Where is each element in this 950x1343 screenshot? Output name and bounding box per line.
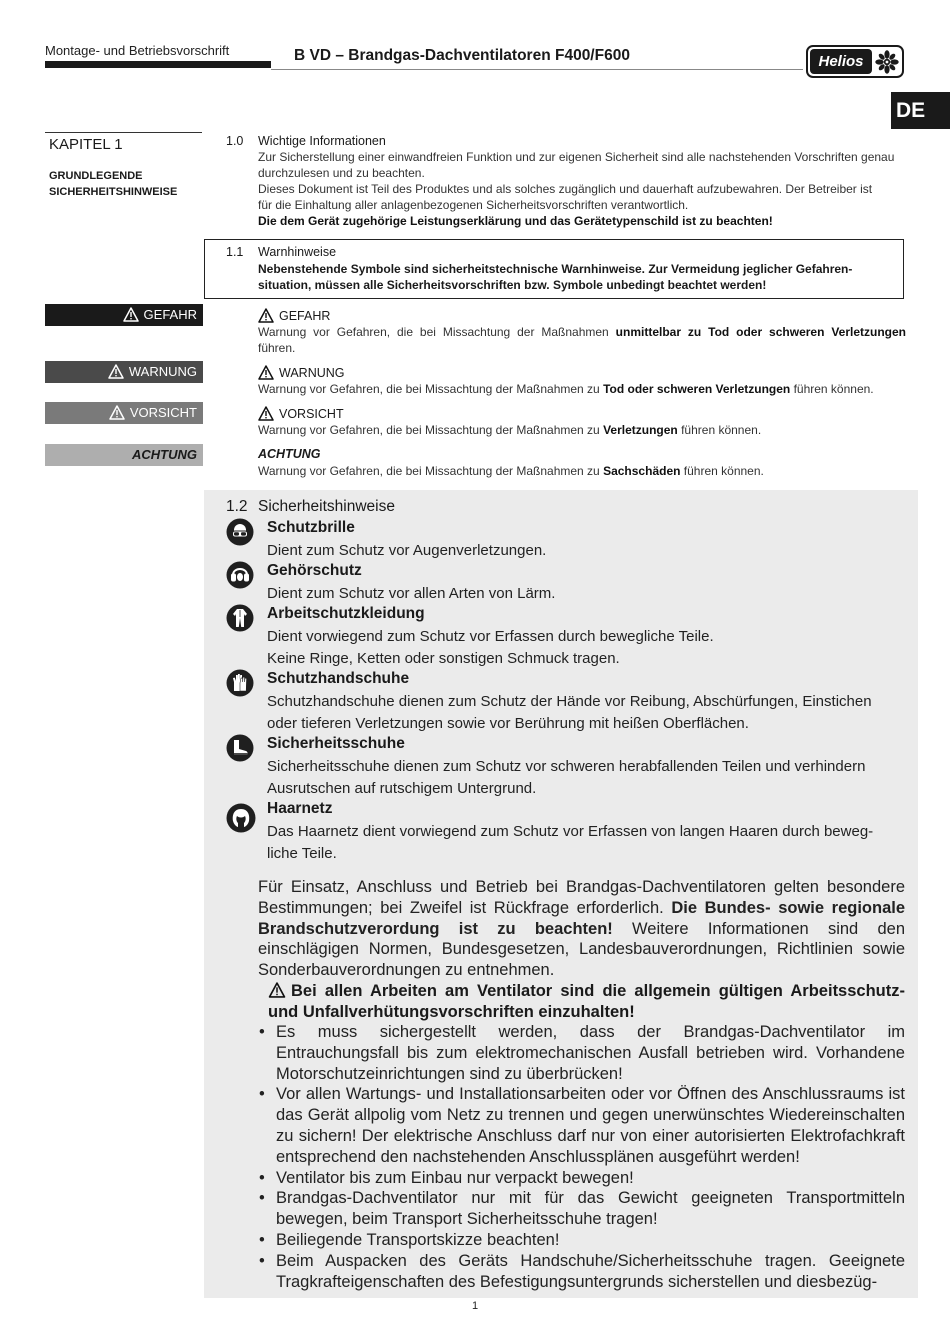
header-rule: [271, 69, 803, 70]
desc-text: Warnung vor Gefahren, die bei Missachtung der Maßnahmen zu: [258, 382, 604, 396]
list-item: • Vor allen Wartungs- und Installationsarbeiten oder vor Öffnen des Anschlussraums ist das Gerät allpolig vom Netz zu trennen und gegen unerwünschtes Wiedereinschalten zu sichern! Der elektrische Anschluss darf nur von einer autorisierten Elektrofachkraft entsprechend den nachstehenden Anschlussplänen ausgeführt werden!: [258, 1084, 905, 1167]
list-item: • Ventilator bis zum Einbau nur verpackt bewegen!: [258, 1168, 905, 1189]
intro-text: Weitere Informationen sind den einschlägigen Normen, Bundesgesetzen, Landesbauverordnungen, Richtlinien sowie Sonderbauverordnungen zu entnehmen.: [258, 919, 906, 980]
item-desc: [267, 626, 907, 669]
tag-warnung: [45, 361, 203, 383]
item-line: Dient zum Schutz vor allen Arten von Lärm.: [267, 585, 556, 602]
tag-label: VORSICHT: [129, 405, 197, 420]
desc-text: führen können.: [680, 464, 764, 478]
desc-text: führen können.: [790, 382, 874, 396]
item-desc: [267, 583, 907, 605]
item-line: liche Teile.: [267, 844, 337, 862]
document-type: Montage- und Betriebsvorschrift: [45, 43, 230, 58]
desc-emphasis: Verletzungen: [603, 423, 678, 437]
section-number: 1.0: [226, 134, 244, 148]
tag-achtung: [45, 444, 203, 466]
general-warning: [268, 981, 905, 1023]
protective-clothing-icon: [226, 604, 254, 632]
tag-vorsicht: [45, 402, 203, 424]
body-line: Nebenstehende Symbole sind sicherheitstechnische Warnhinweise. Zur Vermeidung jeglicher Gefahren-: [258, 262, 853, 276]
intro-text: Für Einsatz, Anschluss und Betrieb bei Brandgas-Dachventilatoren gelten besondere Bestimmungen; bei Zweifel ist Rückfrage erforderlich.: [258, 878, 905, 917]
desc-text: Warnung vor Gefahren, die bei Missachtung der Maßnahmen zu: [258, 423, 604, 437]
warning-triangle-icon: [258, 365, 274, 380]
logo-wordmark: Helios: [810, 49, 872, 74]
desc-text: führen.: [258, 341, 296, 355]
item-line: Schutzhandschuhe dienen zum Schutz der Hände vor Reibung, Abschürfungen, Einstichen: [267, 693, 872, 710]
item-title: Arbeitschutzkleidung: [267, 605, 425, 622]
warning-label: GEFAHR: [279, 309, 331, 323]
warning-title-warnung: [258, 365, 345, 380]
warning-triangle-icon: [258, 308, 274, 323]
section-number: 1.1: [226, 245, 244, 259]
tag-label: GEFAHR: [143, 307, 197, 322]
language-tab: DE: [891, 92, 950, 129]
warning-triangle-icon: [268, 982, 286, 998]
section-title: Sicherheitshinweise: [258, 498, 395, 515]
body-line: Zur Sicherstellung einer einwandfreien Funktion und zur eigenen Sicherheit sind alle nachstehenden Vorschriften genau: [258, 150, 895, 164]
tag-label: WARNUNG: [128, 364, 197, 379]
item-title: Haarnetz: [267, 800, 333, 817]
item-title: Sicherheitsschuhe: [267, 735, 405, 752]
desc-text: Warnung vor Gefahren, die bei Missachtung der Maßnahmen zu: [258, 464, 604, 478]
item-title: Schutzhandschuhe: [267, 670, 410, 687]
item-desc: [267, 821, 907, 864]
safety-bullet-list: [258, 1022, 905, 1292]
warning-triangle-icon: [258, 406, 274, 421]
item-line: Dient zum Schutz vor Augenverletzungen.: [267, 542, 547, 559]
body-line: Dieses Dokument ist Teil des Produktes und als solches zugänglich und dauerhaft aufzubewahren. Der Betreiber ist: [258, 182, 873, 196]
body-line-bold: Die dem Gerät zugehörige Leistungserklärung und das Gerätetypenschild ist zu beachten!: [258, 214, 773, 228]
item-title: Schutzbrille: [267, 519, 355, 536]
desc-text: Warnung vor Gefahren, die bei Missachtung der Maßnahmen: [258, 325, 616, 339]
list-item: • Beim Auspacken des Geräts Handschuhe/Sicherheitsschuhe tragen. Geeignete Tragkrafteigenschaften des Befestigungsuntergrunds sicherstellen und diesbezüg-: [258, 1251, 905, 1293]
warning-title-achtung: ACHTUNG: [258, 447, 321, 461]
section-body: [258, 261, 898, 293]
general-warning-text: Bei allen Arbeiten am Ventilator sind die allgemein gültigen Arbeitsschutz- und Unfallverhütungsvorschriften einzuhalten!: [268, 982, 905, 1021]
desc-text: führen können.: [677, 423, 762, 437]
list-item: • Brandgas-Dachventilator nur mit für das Gewicht geeigneten Transportmitteln bewegen, beim Transport Sicherheitsschuhe tragen!: [258, 1188, 905, 1230]
warning-desc-gefahr: [258, 324, 906, 356]
item-line: Sicherheitsschuhe dienen zum Schutz vor schweren herabfallenden Teilen und verhindern: [267, 758, 866, 775]
ear-protection-icon: [226, 561, 254, 589]
item-title: Gehörschutz: [267, 562, 362, 579]
item-line: Dient vorwiegend zum Schutz vor Erfassen durch bewegliche Teile.: [267, 628, 714, 645]
chapter-subtitle: [49, 168, 177, 200]
warning-desc-warnung: [258, 381, 906, 397]
item-line: Keine Ringe, Ketten oder sonstigen Schmuck tragen.: [267, 649, 620, 667]
list-item: • Es muss sichergestellt werden, dass der Brandgas-Dachventilator im Entrauchungsfall bis zum elektromechanischen Ausfall betrieben wird. Vorhandene Motorschutzeinrichtungen sind zu überbrücken!: [258, 1022, 905, 1084]
warning-triangle-icon: [108, 364, 124, 379]
document-title: B VD – Brandgas-Dachventilatoren F400/F600: [294, 47, 630, 64]
body-line: für die Einhaltung aller anlagenbezogenen Sicherheitsvorschriften verantwortlich.: [258, 198, 689, 212]
warning-triangle-icon: [109, 405, 125, 420]
chapter-subtitle-line: SICHERHEITSHINWEISE: [49, 186, 178, 198]
item-line: Ausrutschen auf rutschigem Untergrund.: [267, 779, 537, 797]
warning-label: WARNUNG: [279, 366, 345, 380]
header-bar: [45, 61, 271, 68]
intro-paragraph: [258, 877, 905, 981]
section-body: [258, 149, 906, 229]
chapter-title: KAPITEL 1: [49, 136, 123, 153]
warning-triangle-icon: [123, 307, 139, 322]
item-line: oder tieferen Verletzungen sowie vor Berührung mit heißen Oberflächen.: [267, 714, 749, 732]
item-desc: [267, 756, 907, 799]
section-number: 1.2: [226, 498, 248, 515]
fan-icon: [875, 50, 899, 74]
helios-logo: [806, 45, 904, 78]
desc-emphasis: Sachschäden: [603, 464, 681, 478]
chapter-rule: [45, 132, 202, 133]
warning-title-vorsicht: [258, 406, 344, 421]
item-line: Das Haarnetz dient vorwiegend zum Schutz vor Erfassen von langen Haaren durch beweg-: [267, 823, 874, 840]
item-desc: [267, 540, 907, 562]
page-number: 1: [471, 1300, 479, 1312]
list-item: • Beiliegende Transportskizze beachten!: [258, 1230, 905, 1251]
goggles-icon: [226, 518, 254, 546]
desc-emphasis: unmittelbar zu Tod oder schweren Verletzungen: [615, 325, 907, 339]
gloves-icon: [226, 669, 254, 697]
tag-gefahr: [45, 304, 203, 326]
safety-shoes-icon: [226, 734, 254, 762]
body-line: durchzulesen und zu beachten.: [258, 166, 425, 180]
chapter-subtitle-line: GRUNDLEGENDE: [49, 170, 143, 182]
intro-emphasis: Die Bundes- sowie regionale Brandschutzverordung ist zu beachten!: [258, 898, 905, 938]
hairnet-icon: [226, 803, 256, 833]
warning-label: VORSICHT: [279, 407, 344, 421]
section-title: Warnhinweise: [258, 245, 337, 259]
warning-desc-vorsicht: [258, 422, 906, 438]
item-desc: [267, 691, 907, 734]
body-line: situation, müssen alle Sicherheitsvorschriften bzw. Symbole unbedingt beachtet werden!: [258, 278, 767, 292]
tag-label: ACHTUNG: [132, 447, 197, 462]
desc-emphasis: Tod oder schweren Verletzungen: [603, 382, 791, 396]
section-title: Wichtige Informationen: [258, 134, 386, 148]
warning-title-gefahr: [258, 308, 330, 323]
warning-desc-achtung: [258, 463, 906, 479]
